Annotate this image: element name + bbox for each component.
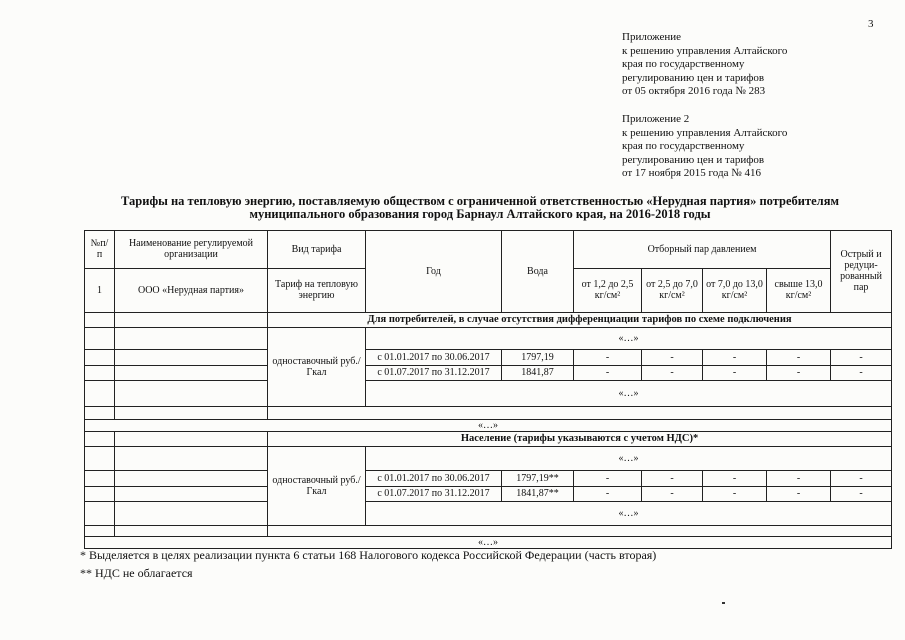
table-row-water: 1797,19** [502, 471, 574, 486]
tariff-table [84, 230, 892, 549]
appendix-1-line: Приложение [622, 31, 682, 43]
title-line-2: муниципального образования город Барнаул Алтайского края, на 2016-2018 годы [249, 207, 711, 221]
footnote-2: ** НДС не облагается [80, 566, 193, 580]
middle-ellipsis: «…» [85, 419, 892, 431]
appendix-1-line: регулированию цен и тарифов [622, 71, 765, 84]
table-cell: - [831, 471, 892, 486]
table-row-water: 1841,87 [502, 365, 574, 380]
header-pressure-1: от 1,2 до 2,5 кг/см² [574, 268, 642, 312]
table-cell: - [574, 471, 642, 486]
header-water: Вода [502, 231, 574, 313]
appendix-1-line: от 05 октября 2016 года № 283 [622, 85, 766, 98]
section-2-title: Население (тарифы указываются с учетом НДС)* [268, 431, 892, 446]
section-1-ellipsis-top: «…» [366, 327, 892, 349]
header-year: Год [366, 231, 502, 313]
table-cell: - [703, 365, 767, 380]
table-row-period: с 01.01.2017 по 30.06.2017 [366, 350, 502, 365]
table-row-water: 1797,19 [502, 350, 574, 365]
table-cell: - [642, 471, 703, 486]
scan-speck [722, 602, 725, 604]
org-row-tariff: Тариф на тепловую энергию [268, 268, 366, 312]
header-num: №п/п [85, 231, 115, 269]
table-cell: - [574, 350, 642, 365]
header-steam: Отборный пар давлением [574, 231, 831, 269]
table-cell: - [831, 486, 892, 501]
section-2-ellipsis-top: «…» [366, 447, 892, 471]
appendix-1-line: края по государственному [622, 58, 745, 71]
table-cell: - [767, 350, 831, 365]
document-title [100, 195, 860, 221]
table-cell: - [574, 365, 642, 380]
table-cell: - [831, 365, 892, 380]
footnote-1: * Выделяется в целях реализации пункта 6 статьи 168 Налогового кодекса Российской Федерации (часть вторая) [80, 548, 657, 562]
section-1-title: Для потребителей, в случае отсутствия дифференциации тарифов по схеме подключения [268, 312, 892, 327]
header-pressure-3: от 7,0 до 13,0 кг/см² [703, 268, 767, 312]
header-pressure-4: свыше 13,0 кг/см² [767, 268, 831, 312]
table-row-period: с 01.07.2017 по 31.12.2017 [366, 486, 502, 501]
table-cell: - [831, 350, 892, 365]
table-cell: - [767, 471, 831, 486]
table-cell: - [642, 486, 703, 501]
table-row-water: 1841,87** [502, 486, 574, 501]
table-row-period: с 01.01.2017 по 30.06.2017 [366, 471, 502, 486]
appendix-1-line: к решению управления Алтайского [622, 44, 788, 57]
table-cell: - [703, 471, 767, 486]
section-1-ellipsis-bottom: «…» [366, 380, 892, 407]
appendix-2-line: регулированию цен и тарифов [622, 153, 765, 166]
table-row-period: с 01.07.2017 по 31.12.2017 [366, 365, 502, 380]
section-2-tariff-kind: одноставочный руб./Гкал [268, 447, 366, 526]
appendix-2-block [622, 113, 787, 181]
section-1-tariff-kind: одноставочный руб./Гкал [268, 327, 366, 406]
appendix-2-line: от 17 ноября 2015 года № 416 [622, 167, 761, 180]
table-cell: - [642, 365, 703, 380]
header-pressure-2: от 2,5 до 7,0 кг/см² [642, 268, 703, 312]
header-tariff-type: Вид тарифа [268, 231, 366, 269]
table-cell: - [703, 350, 767, 365]
appendix-2-line: Приложение 2 [622, 113, 690, 125]
table-cell: - [574, 486, 642, 501]
appendix-2-line: края по государственному [622, 140, 745, 153]
header-sharp-steam: Острый и редуци-рованный пар [831, 231, 892, 313]
header-org: Наименование регулируемой организации [115, 231, 268, 269]
org-row-name: ООО «Нерудная партия» [115, 268, 268, 312]
org-row-num: 1 [85, 268, 115, 312]
table-cell: - [642, 350, 703, 365]
section-2-ellipsis-bottom: «…» [366, 502, 892, 526]
appendix-1-block [622, 31, 787, 99]
table-cell: - [703, 486, 767, 501]
table-cell: - [767, 486, 831, 501]
title-line-1: Тарифы на тепловую энергию, поставляемую обществом с ограниченной ответственностью «Нерудная партия» потребителям [121, 194, 839, 208]
end-ellipsis: «…» [85, 536, 892, 548]
table-cell: - [767, 365, 831, 380]
appendix-2-line: к решению управления Алтайского [622, 126, 788, 139]
page-number: 3 [868, 18, 874, 30]
